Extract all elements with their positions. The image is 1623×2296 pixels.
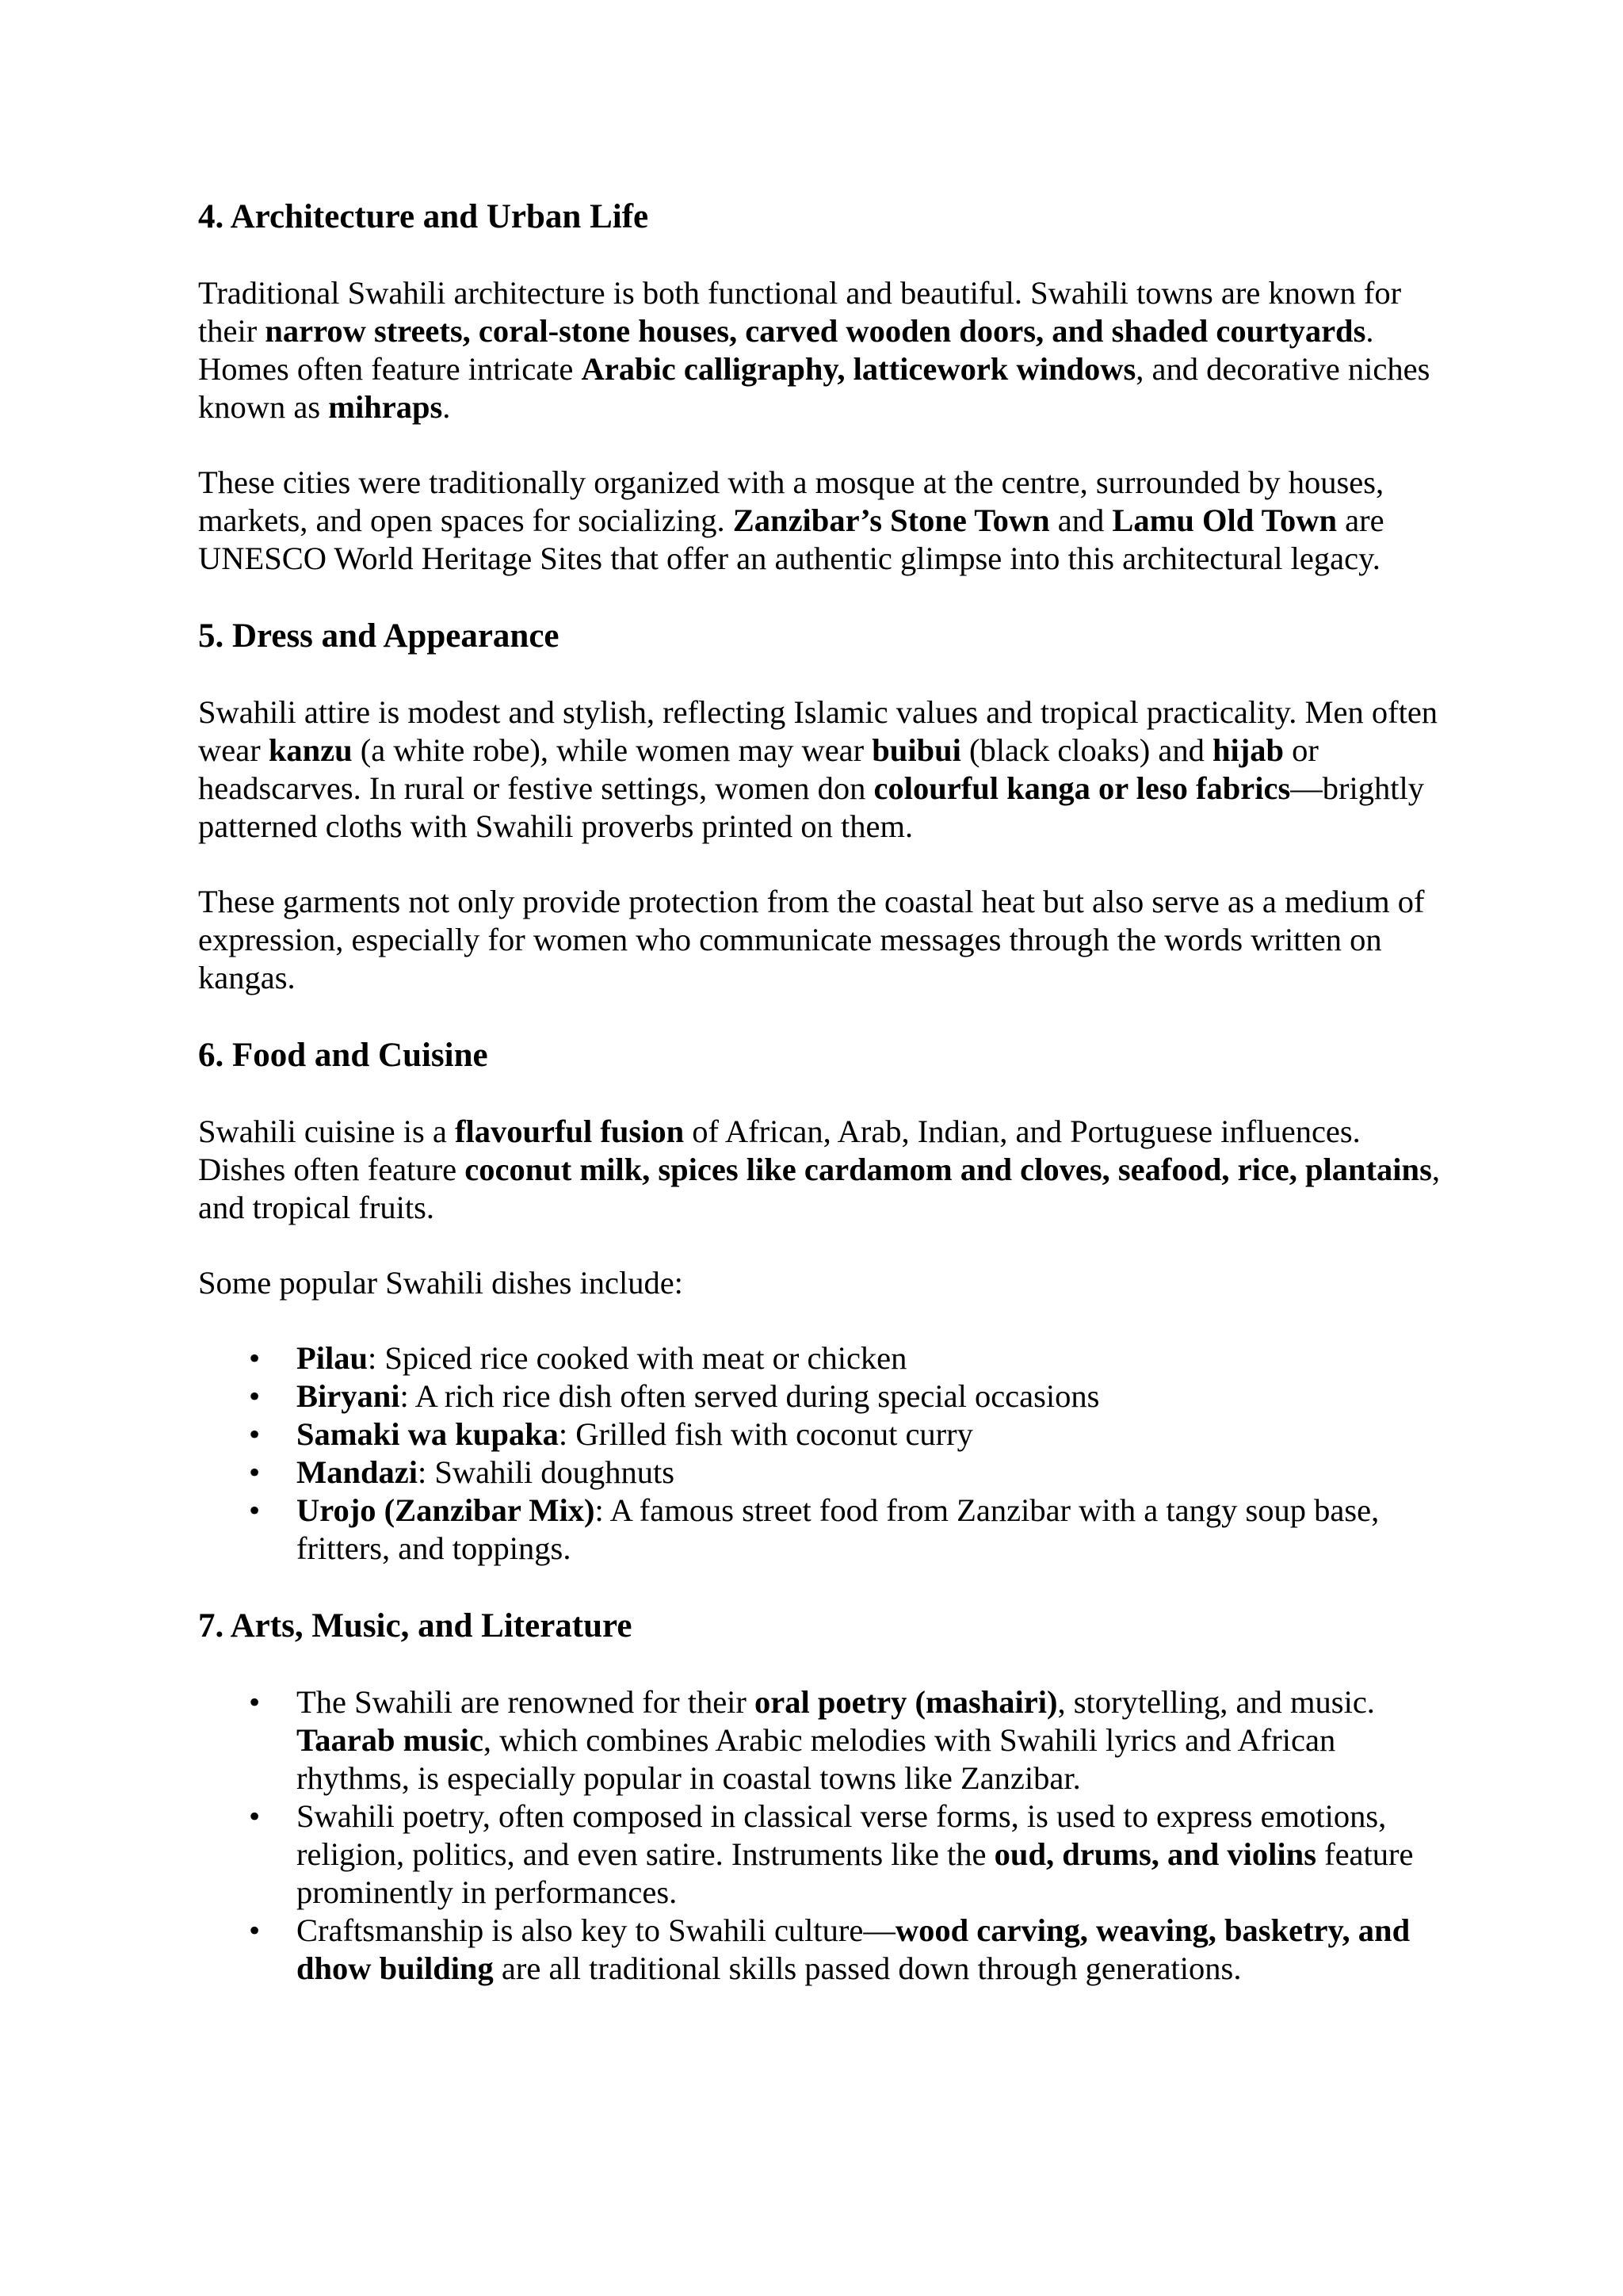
text-run: . Homes often feature intricate bbox=[198, 313, 1374, 387]
text-run: (a white robe), while women may wear bbox=[352, 732, 873, 768]
dish-description: : Swahili doughnuts bbox=[418, 1454, 675, 1490]
list-item bbox=[198, 1912, 1442, 1988]
text-run: Some popular Swahili dishes include: bbox=[198, 1265, 683, 1301]
bullet-icon: • bbox=[249, 1492, 261, 1528]
text-run: These cities were traditionally organized with a mosque at the centre, surrounded by houses, markets, and open spaces for socializing. bbox=[198, 464, 1384, 538]
text-run: Swahili cuisine is a bbox=[198, 1114, 455, 1149]
bold-text: colourful kanga or leso fabrics bbox=[873, 770, 1291, 806]
dish-list bbox=[198, 1339, 1442, 1568]
bold-text: narrow streets, coral-stone houses, carved wooden doors, and shaded courtyards bbox=[265, 313, 1366, 349]
list-item bbox=[198, 1683, 1442, 1797]
list-item bbox=[198, 1797, 1442, 1912]
list-item bbox=[198, 1454, 1442, 1492]
text-run: feature prominently in performances. bbox=[296, 1836, 1414, 1910]
section-dress bbox=[198, 616, 1442, 997]
list-item bbox=[198, 1377, 1442, 1415]
paragraph bbox=[198, 693, 1442, 846]
bold-text: kanzu bbox=[268, 732, 353, 768]
section-architecture bbox=[198, 197, 1442, 578]
paragraph bbox=[198, 464, 1442, 578]
list-item bbox=[198, 1492, 1442, 1568]
dish-description: : Grilled fish with coconut curry bbox=[558, 1416, 973, 1452]
dish-name: Biryani bbox=[296, 1378, 400, 1414]
paragraph bbox=[198, 1113, 1442, 1227]
text-run: . bbox=[442, 389, 451, 425]
dish-name: Urojo (Zanzibar Mix) bbox=[296, 1492, 595, 1528]
text-run: Swahili attire is modest and stylish, reflecting Islamic values and tropical practicality. Men often wear bbox=[198, 694, 1438, 768]
list-item bbox=[198, 1415, 1442, 1454]
bold-text: Lamu Old Town bbox=[1112, 502, 1337, 538]
section-heading: 6. Food and Cuisine bbox=[198, 1037, 488, 1074]
text-run: (black cloaks) and bbox=[960, 732, 1212, 768]
bold-text: mihraps bbox=[328, 389, 443, 425]
bullet-icon: • bbox=[249, 1684, 261, 1720]
bold-text: Arabic calligraphy, latticework windows bbox=[581, 351, 1136, 387]
bold-text: hijab bbox=[1212, 732, 1285, 768]
text-run: or headscarves. In rural or festive settings, women don bbox=[198, 732, 1319, 806]
text-run: These garments not only provide protection from the coastal heat but also serve as a medium of expression, especially for women who communicate messages through the words written on kangas. bbox=[198, 884, 1425, 995]
text-run: , which combines Arabic melodies with Swahili lyrics and African rhythms, is especially popular in coastal towns like Zanzibar. bbox=[296, 1722, 1336, 1796]
text-run: and bbox=[1049, 502, 1113, 538]
bullet-icon: • bbox=[249, 1416, 261, 1452]
bold-text: oud, drums, and violins bbox=[994, 1836, 1316, 1872]
dish-name: Pilau bbox=[296, 1340, 369, 1376]
paragraph bbox=[198, 274, 1442, 426]
bold-text: oral poetry (mashairi) bbox=[754, 1684, 1058, 1720]
bold-text: coconut milk, spices like cardamom and cloves, seafood, rice, plantains bbox=[464, 1152, 1432, 1187]
text-run: Traditional Swahili architecture is both functional and beautiful. Swahili towns are known for their bbox=[198, 275, 1402, 349]
bold-text: wood carving, weaving, basketry, and dhow building bbox=[296, 1912, 1411, 1986]
list-item bbox=[198, 1339, 1442, 1377]
document-page bbox=[198, 197, 1442, 1988]
arts-list bbox=[198, 1683, 1442, 1988]
bold-text: buibui bbox=[872, 732, 961, 768]
bullet-icon: • bbox=[249, 1912, 261, 1948]
paragraph bbox=[198, 883, 1442, 997]
text-run: , and tropical fruits. bbox=[198, 1152, 1440, 1225]
section-heading: 5. Dress and Appearance bbox=[198, 617, 559, 655]
dish-description: : Spiced rice cooked with meat or chicken bbox=[368, 1340, 907, 1376]
bold-text: Taarab music bbox=[296, 1722, 483, 1758]
text-run: —brightly patterned cloths with Swahili proverbs printed on them. bbox=[198, 770, 1424, 844]
dish-name: Samaki wa kupaka bbox=[296, 1416, 559, 1452]
section-food bbox=[198, 1035, 1442, 1568]
dish-description: : A famous street food from Zanzibar with a tangy soup base, fritters, and toppings. bbox=[296, 1492, 1380, 1566]
bullet-icon: • bbox=[249, 1340, 261, 1376]
bullet-icon: • bbox=[249, 1454, 261, 1490]
paragraph bbox=[198, 1264, 1442, 1302]
bold-text: Zanzibar’s Stone Town bbox=[732, 502, 1050, 538]
text-run: Craftsmanship is also key to Swahili culture— bbox=[296, 1912, 896, 1948]
text-run: , and decorative niches known as bbox=[198, 351, 1430, 425]
text-run: , storytelling, and music. bbox=[1057, 1684, 1375, 1720]
section-heading: 4. Architecture and Urban Life bbox=[198, 198, 649, 235]
bullet-icon: • bbox=[249, 1378, 261, 1414]
text-run: Swahili poetry, often composed in classical verse forms, is used to express emotions, religion, politics, and even satire. Instruments like the bbox=[296, 1798, 1387, 1872]
text-run: of African, Arab, Indian, and Portuguese influences. Dishes often feature bbox=[198, 1114, 1361, 1187]
text-run: are all traditional skills passed down through generations. bbox=[493, 1950, 1242, 1986]
dish-name: Mandazi bbox=[296, 1454, 418, 1490]
bullet-icon: • bbox=[249, 1798, 261, 1834]
text-run: The Swahili are renowned for their bbox=[296, 1684, 755, 1720]
section-arts bbox=[198, 1606, 1442, 1988]
text-run: are UNESCO World Heritage Sites that offer an authentic glimpse into this architectural legacy. bbox=[198, 502, 1384, 576]
dish-description: : A rich rice dish often served during special occasions bbox=[399, 1378, 1100, 1414]
section-heading: 7. Arts, Music, and Literature bbox=[198, 1607, 632, 1645]
bold-text: flavourful fusion bbox=[454, 1114, 685, 1149]
